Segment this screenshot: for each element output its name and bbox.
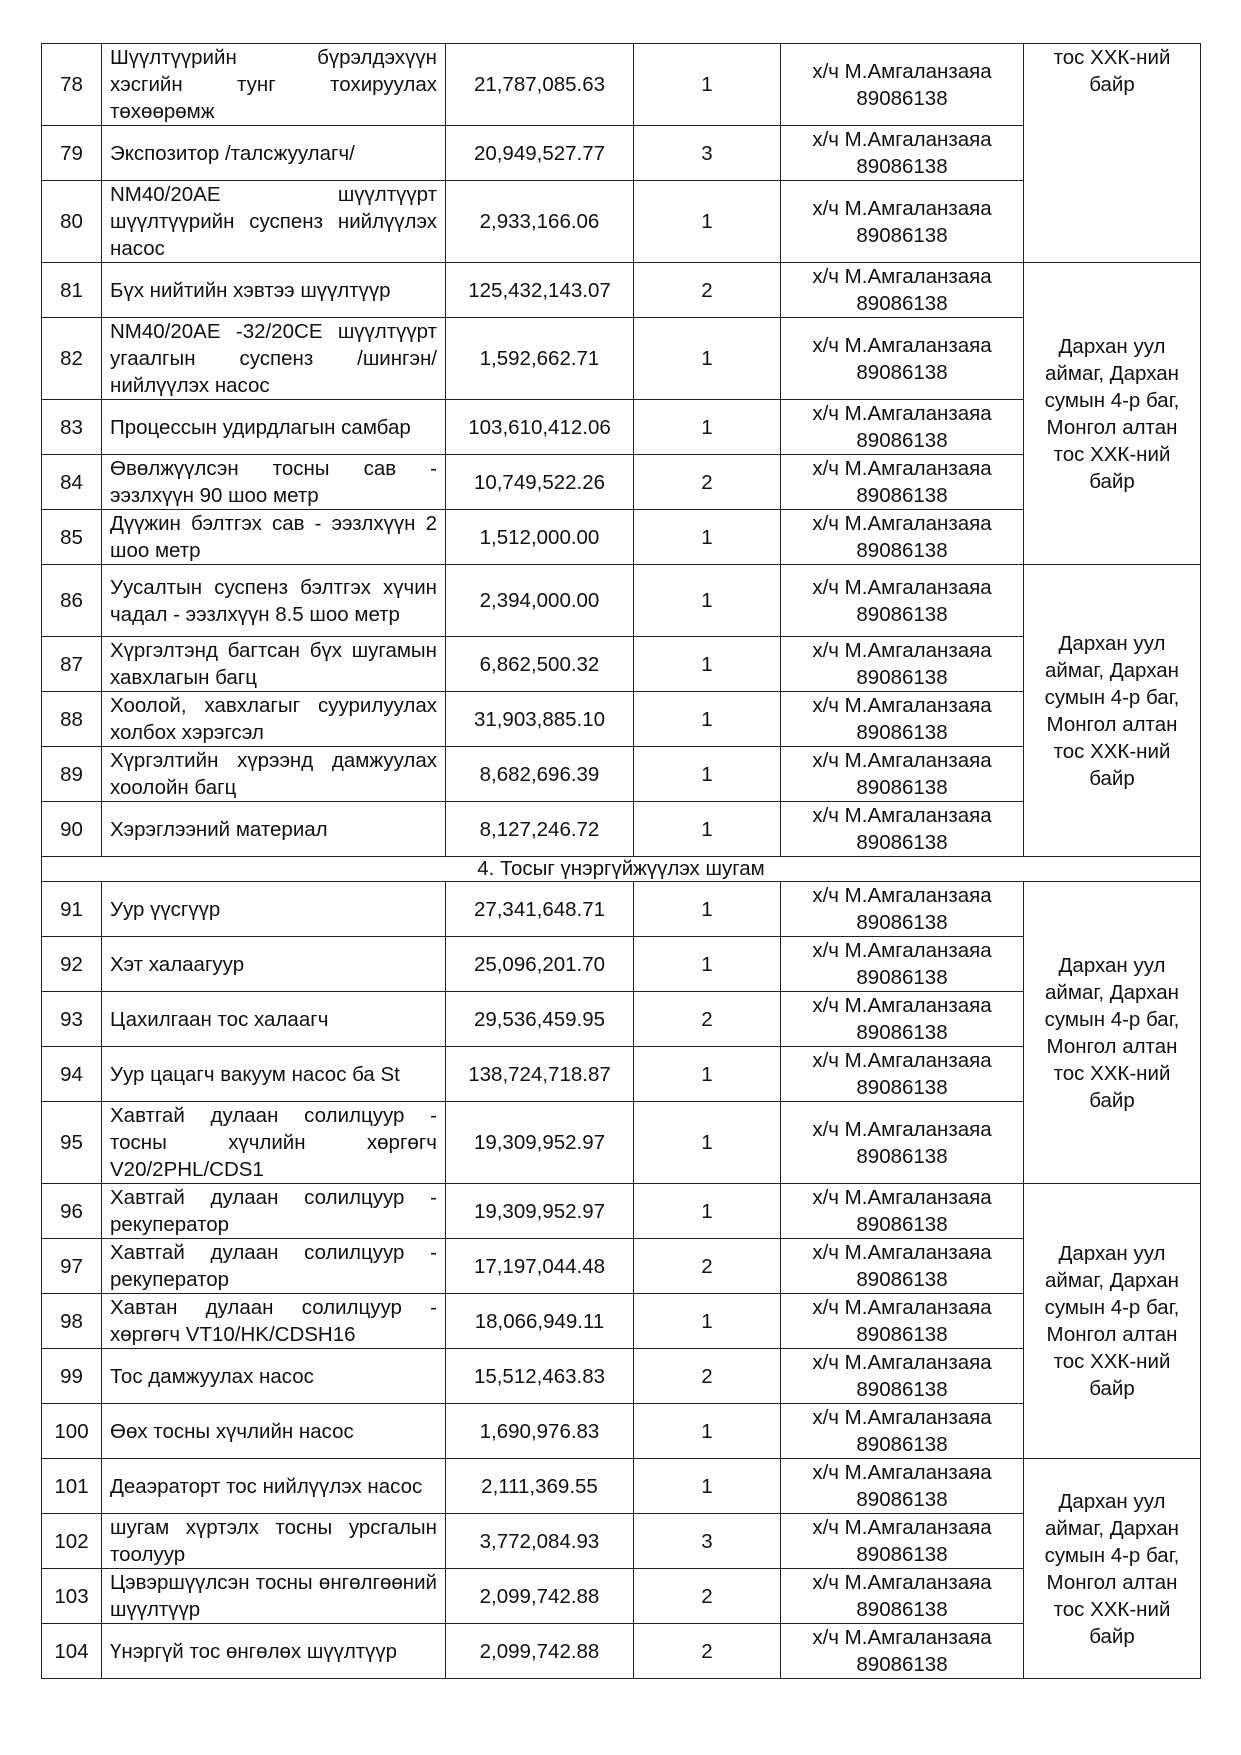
item-amount: 15,512,463.83 — [446, 1349, 634, 1404]
row-number: 95 — [42, 1102, 102, 1184]
item-name: Деаэраторт тос нийлүүлэх насос — [102, 1459, 446, 1514]
item-amount: 6,862,500.32 — [446, 637, 634, 692]
item-amount: 2,111,369.55 — [446, 1459, 634, 1514]
item-location: Дархан уул аймаг, Дархан сумын 4-р баг, Монгол алтан тос ХХК-ний байр — [1024, 263, 1201, 565]
item-name: Хүргэлтийн хүрээнд дамжуулах хоолойн багц — [102, 747, 446, 802]
item-amount: 2,099,742.88 — [446, 1569, 634, 1624]
row-number: 98 — [42, 1294, 102, 1349]
item-quantity: 1 — [634, 1102, 781, 1184]
row-number: 90 — [42, 802, 102, 857]
item-name: Цахилгаан тос халаагч — [102, 992, 446, 1047]
item-name: Шүүлтүүрийн бүрэлдэхүүн хэсгийн тунг тохируулах төхөөрөмж — [102, 44, 446, 126]
item-amount: 2,099,742.88 — [446, 1624, 634, 1679]
item-amount: 27,341,648.71 — [446, 882, 634, 937]
item-name: Хүргэлтэнд багтсан бүх шугамын хавхлагын багц — [102, 637, 446, 692]
row-number: 83 — [42, 400, 102, 455]
item-amount: 1,592,662.71 — [446, 318, 634, 400]
row-number: 79 — [42, 126, 102, 181]
item-name: Хавтгай дулаан солилцуур - рекуператор — [102, 1239, 446, 1294]
item-quantity: 2 — [634, 1349, 781, 1404]
item-contact: х/ч М.Амгаланзаяа 89086138 — [781, 802, 1024, 857]
item-name: Процессын удирдлагын самбар — [102, 400, 446, 455]
item-quantity: 1 — [634, 318, 781, 400]
item-quantity: 2 — [634, 455, 781, 510]
item-amount: 20,949,527.77 — [446, 126, 634, 181]
item-quantity: 1 — [634, 802, 781, 857]
item-amount: 17,197,044.48 — [446, 1239, 634, 1294]
table-row — [42, 1184, 1201, 1239]
row-number: 104 — [42, 1624, 102, 1679]
item-quantity: 3 — [634, 1514, 781, 1569]
item-name: Хэрэглээний материал — [102, 802, 446, 857]
item-name: Өвөлжүүлсэн тосны сав - ээзлхүүн 90 шоо метр — [102, 455, 446, 510]
row-number: 85 — [42, 510, 102, 565]
item-quantity: 1 — [634, 637, 781, 692]
item-contact: х/ч М.Амгаланзаяа 89086138 — [781, 318, 1024, 400]
row-number: 101 — [42, 1459, 102, 1514]
item-contact: х/ч М.Амгаланзаяа 89086138 — [781, 565, 1024, 637]
item-contact: х/ч М.Амгаланзаяа 89086138 — [781, 1404, 1024, 1459]
item-amount: 8,682,696.39 — [446, 747, 634, 802]
item-amount: 1,690,976.83 — [446, 1404, 634, 1459]
table-row — [42, 263, 1201, 318]
row-number: 82 — [42, 318, 102, 400]
item-location: Дархан уул аймаг, Дархан сумын 4-р баг, Монгол алтан тос ХХК-ний байр — [1024, 1184, 1201, 1459]
item-location: Дархан уул аймаг, Дархан сумын 4-р баг, Монгол алтан тос ХХК-ний байр — [1024, 1459, 1201, 1679]
item-contact: х/ч М.Амгаланзаяа 89086138 — [781, 1294, 1024, 1349]
item-amount: 8,127,246.72 — [446, 802, 634, 857]
item-contact: х/ч М.Амгаланзаяа 89086138 — [781, 692, 1024, 747]
item-quantity: 2 — [634, 992, 781, 1047]
item-contact: х/ч М.Амгаланзаяа 89086138 — [781, 181, 1024, 263]
item-location: тос ХХК-ний байр — [1024, 44, 1201, 263]
row-number: 80 — [42, 181, 102, 263]
item-contact: х/ч М.Амгаланзаяа 89086138 — [781, 44, 1024, 126]
item-name: Хоолой, хавхлагыг суурилуулах холбох хэрэгсэл — [102, 692, 446, 747]
item-name: Хавтан дулаан солилцуур - хөргөгч VT10/HK/CDSH16 — [102, 1294, 446, 1349]
item-quantity: 1 — [634, 44, 781, 126]
item-contact: х/ч М.Амгаланзаяа 89086138 — [781, 126, 1024, 181]
row-number: 81 — [42, 263, 102, 318]
row-number: 92 — [42, 937, 102, 992]
row-number: 91 — [42, 882, 102, 937]
section-header-row — [42, 857, 1201, 882]
row-number: 93 — [42, 992, 102, 1047]
section-title: 4. Тосыг үнэргүйжүүлэх шугам — [42, 857, 1201, 882]
item-name: Дүүжин бэлтгэх сав - ээзлхүүн 2 шоо метр — [102, 510, 446, 565]
item-name: Бүх нийтийн хэвтээ шүүлтүүр — [102, 263, 446, 318]
item-contact: х/ч М.Амгаланзаяа 89086138 — [781, 1459, 1024, 1514]
item-amount: 19,309,952.97 — [446, 1184, 634, 1239]
table-row — [42, 1459, 1201, 1514]
row-number: 96 — [42, 1184, 102, 1239]
item-name: Өөх тосны хүчлийн насос — [102, 1404, 446, 1459]
item-contact: х/ч М.Амгаланзаяа 89086138 — [781, 263, 1024, 318]
item-contact: х/ч М.Амгаланзаяа 89086138 — [781, 1184, 1024, 1239]
item-quantity: 1 — [634, 565, 781, 637]
item-amount: 29,536,459.95 — [446, 992, 634, 1047]
item-name: Уур үүсгүүр — [102, 882, 446, 937]
item-amount: 2,394,000.00 — [446, 565, 634, 637]
item-contact: х/ч М.Амгаланзаяа 89086138 — [781, 455, 1024, 510]
item-location: Дархан уул аймаг, Дархан сумын 4-р баг, Монгол алтан тос ХХК-ний байр — [1024, 565, 1201, 857]
item-contact: х/ч М.Амгаланзаяа 89086138 — [781, 1624, 1024, 1679]
item-contact: х/ч М.Амгаланзаяа 89086138 — [781, 400, 1024, 455]
item-quantity: 1 — [634, 1294, 781, 1349]
document-page — [41, 43, 1200, 1679]
item-contact: х/ч М.Амгаланзаяа 89086138 — [781, 637, 1024, 692]
item-name: Үнэргүй тос өнгөлөх шүүлтүүр — [102, 1624, 446, 1679]
item-quantity: 2 — [634, 263, 781, 318]
item-name: Хавтгай дулаан солилцуур - рекуператор — [102, 1184, 446, 1239]
row-number: 103 — [42, 1569, 102, 1624]
row-number: 86 — [42, 565, 102, 637]
item-quantity: 1 — [634, 181, 781, 263]
item-amount: 18,066,949.11 — [446, 1294, 634, 1349]
item-contact: х/ч М.Амгаланзаяа 89086138 — [781, 1569, 1024, 1624]
item-quantity: 1 — [634, 1047, 781, 1102]
item-amount: 21,787,085.63 — [446, 44, 634, 126]
row-number: 99 — [42, 1349, 102, 1404]
table-row — [42, 44, 1201, 126]
item-name: Экспозитор /талсжуулагч/ — [102, 126, 446, 181]
item-name: NM40/20AE шүүлтүүрт шүүлтүүрийн суспенз нийлүүлэх насос — [102, 181, 446, 263]
item-quantity: 2 — [634, 1624, 781, 1679]
item-amount: 19,309,952.97 — [446, 1102, 634, 1184]
item-contact: х/ч М.Амгаланзаяа 89086138 — [781, 1349, 1024, 1404]
item-quantity: 1 — [634, 1459, 781, 1514]
item-name: шугам хүртэлх тосны урсгалын тоолуур — [102, 1514, 446, 1569]
item-amount: 138,724,718.87 — [446, 1047, 634, 1102]
row-number: 88 — [42, 692, 102, 747]
item-name: Хавтгай дулаан солилцуур - тосны хүчлийн хөргөгч V20/2PHL/CDS1 — [102, 1102, 446, 1184]
item-contact: х/ч М.Амгаланзаяа 89086138 — [781, 747, 1024, 802]
item-quantity: 1 — [634, 937, 781, 992]
item-amount: 3,772,084.93 — [446, 1514, 634, 1569]
row-number: 84 — [42, 455, 102, 510]
item-contact: х/ч М.Амгаланзаяа 89086138 — [781, 937, 1024, 992]
row-number: 78 — [42, 44, 102, 126]
item-name: Тос дамжуулах насос — [102, 1349, 446, 1404]
item-quantity: 1 — [634, 882, 781, 937]
row-number: 97 — [42, 1239, 102, 1294]
item-name: Уусалтын суспенз бэлтгэх хүчин чадал - ээзлхүүн 8.5 шоо метр — [102, 565, 446, 637]
row-number: 100 — [42, 1404, 102, 1459]
item-quantity: 1 — [634, 510, 781, 565]
item-amount: 103,610,412.06 — [446, 400, 634, 455]
item-amount: 25,096,201.70 — [446, 937, 634, 992]
item-quantity: 1 — [634, 1184, 781, 1239]
item-amount: 1,512,000.00 — [446, 510, 634, 565]
item-contact: х/ч М.Амгаланзаяа 89086138 — [781, 510, 1024, 565]
item-quantity: 1 — [634, 747, 781, 802]
item-contact: х/ч М.Амгаланзаяа 89086138 — [781, 1514, 1024, 1569]
item-amount: 2,933,166.06 — [446, 181, 634, 263]
item-amount: 10,749,522.26 — [446, 455, 634, 510]
item-location: Дархан уул аймаг, Дархан сумын 4-р баг, Монгол алтан тос ХХК-ний байр — [1024, 882, 1201, 1184]
item-contact: х/ч М.Амгаланзаяа 89086138 — [781, 992, 1024, 1047]
item-name: Цэвэршүүлсэн тосны өнгөлгөөний шүүлтүүр — [102, 1569, 446, 1624]
item-name: NM40/20AE -32/20CE шүүлтүүрт угаалгын суспенз /шингэн/ нийлүүлэх насос — [102, 318, 446, 400]
row-number: 87 — [42, 637, 102, 692]
item-quantity: 1 — [634, 1404, 781, 1459]
item-quantity: 3 — [634, 126, 781, 181]
item-contact: х/ч М.Амгаланзаяа 89086138 — [781, 1102, 1024, 1184]
row-number: 89 — [42, 747, 102, 802]
item-amount: 125,432,143.07 — [446, 263, 634, 318]
item-contact: х/ч М.Амгаланзаяа 89086138 — [781, 1047, 1024, 1102]
table-row — [42, 882, 1201, 937]
item-name: Уур цацагч вакуум насос ба St — [102, 1047, 446, 1102]
equipment-table — [41, 43, 1201, 1679]
item-quantity: 1 — [634, 400, 781, 455]
item-contact: х/ч М.Амгаланзаяа 89086138 — [781, 882, 1024, 937]
row-number: 102 — [42, 1514, 102, 1569]
item-quantity: 2 — [634, 1239, 781, 1294]
row-number: 94 — [42, 1047, 102, 1102]
item-quantity: 2 — [634, 1569, 781, 1624]
item-amount: 31,903,885.10 — [446, 692, 634, 747]
item-name: Хэт халаагуур — [102, 937, 446, 992]
item-contact: х/ч М.Амгаланзаяа 89086138 — [781, 1239, 1024, 1294]
item-quantity: 1 — [634, 692, 781, 747]
table-row — [42, 565, 1201, 637]
